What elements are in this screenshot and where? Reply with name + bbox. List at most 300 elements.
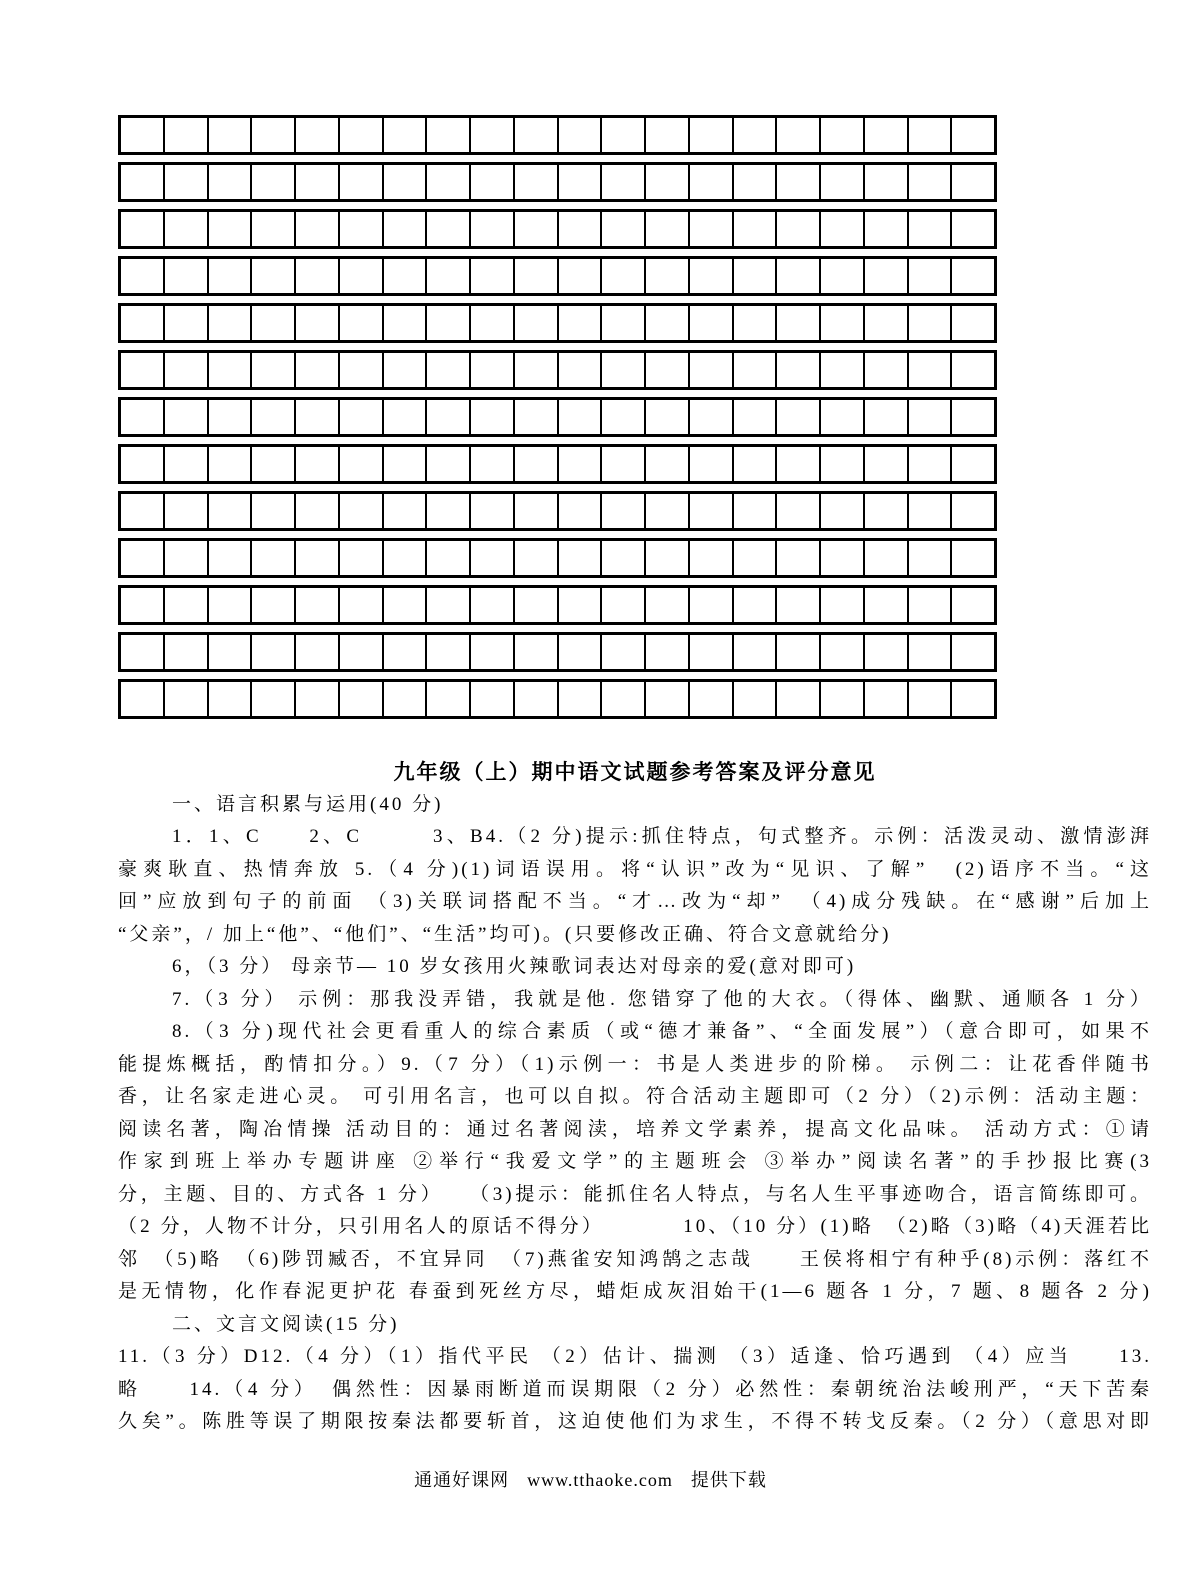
grid-cell [644, 588, 688, 622]
grid-cell [819, 165, 863, 199]
grid-cell [863, 306, 907, 340]
grid-cell [425, 165, 469, 199]
grid-cell [557, 400, 601, 434]
grid-cell [121, 447, 163, 481]
grid-cell [425, 494, 469, 528]
footer-url: www.tthaoke.com [527, 1470, 673, 1490]
grid-cell [600, 212, 644, 246]
grid-cell [163, 682, 207, 716]
grid-cell [732, 541, 776, 575]
grid-cell [121, 259, 163, 293]
grid-cell [469, 259, 513, 293]
answer-text [118, 789, 1152, 1439]
grid-cell [600, 400, 644, 434]
grid-cell [907, 165, 951, 199]
grid-cell [163, 259, 207, 293]
grid-cell [732, 165, 776, 199]
text-line: 略 14.（4 分） 偶然性：因暴雨断道而误期限（2 分）必然性：秦朝统治法峻刑严，“天下苦秦 [118, 1378, 1152, 1400]
grid-cell [950, 306, 994, 340]
grid-cell [557, 353, 601, 387]
grid-cell [950, 259, 994, 293]
grid-cell [557, 165, 601, 199]
grid-cell [163, 588, 207, 622]
grid-cell [907, 588, 951, 622]
grid-cell [775, 259, 819, 293]
grid-cell [294, 682, 338, 716]
grid-cell [382, 447, 426, 481]
grid-cell [775, 165, 819, 199]
grid-cell [513, 635, 557, 669]
grid-cell [469, 306, 513, 340]
grid-cell [207, 400, 251, 434]
grid-cell [382, 400, 426, 434]
grid-cell [557, 447, 601, 481]
grid-cell [382, 588, 426, 622]
grid-cell [688, 306, 732, 340]
grid-cell [338, 118, 382, 152]
grid-cell [557, 682, 601, 716]
grid-cell [557, 259, 601, 293]
grid-cell [163, 353, 207, 387]
grid-cell [644, 306, 688, 340]
grid-cell [121, 682, 163, 716]
grid-row [118, 444, 997, 484]
grid-cell [425, 541, 469, 575]
grid-cell [163, 494, 207, 528]
grid-cell [425, 682, 469, 716]
grid-cell [863, 400, 907, 434]
grid-cell [688, 212, 732, 246]
grid-cell [907, 682, 951, 716]
grid-cell [688, 494, 732, 528]
grid-cell [207, 165, 251, 199]
grid-cell [294, 635, 338, 669]
grid-cell [425, 588, 469, 622]
grid-cell [338, 212, 382, 246]
grid-cell [644, 494, 688, 528]
grid-cell [775, 212, 819, 246]
grid-cell [907, 400, 951, 434]
grid-cell [469, 353, 513, 387]
grid-row [118, 350, 997, 390]
grid-cell [250, 447, 294, 481]
grid-cell [207, 306, 251, 340]
grid-cell [950, 400, 994, 434]
grid-cell [557, 306, 601, 340]
grid-cell [338, 447, 382, 481]
grid-cell [207, 635, 251, 669]
grid-cell [907, 212, 951, 246]
grid-cell [250, 259, 294, 293]
grid-cell [819, 494, 863, 528]
grid-cell [294, 400, 338, 434]
grid-cell [121, 541, 163, 575]
grid-cell [513, 400, 557, 434]
grid-cell [950, 118, 994, 152]
grid-cell [338, 682, 382, 716]
grid-cell [425, 353, 469, 387]
grid-cell [732, 400, 776, 434]
grid-cell [819, 635, 863, 669]
grid-cell [250, 541, 294, 575]
grid-cell [163, 635, 207, 669]
grid-row [118, 679, 997, 719]
grid-cell [250, 494, 294, 528]
footer-note: 提供下载 [690, 1470, 767, 1490]
grid-cell [382, 165, 426, 199]
grid-cell [732, 447, 776, 481]
text-line: 豪爽耿直、热情奔放 5.（4 分)(1)词语误用。将“认识”改为“见识、了解” (2)语序不当。“这 [118, 858, 1152, 880]
grid-cell [250, 682, 294, 716]
grid-cell [600, 306, 644, 340]
grid-cell [907, 541, 951, 575]
grid-cell [207, 259, 251, 293]
grid-cell [644, 541, 688, 575]
grid-cell [863, 118, 907, 152]
grid-cell [338, 494, 382, 528]
grid-cell [644, 635, 688, 669]
grid-cell [425, 259, 469, 293]
grid-row [118, 538, 997, 578]
grid-cell [732, 635, 776, 669]
grid-cell [732, 353, 776, 387]
grid-cell [250, 165, 294, 199]
grid-cell [688, 635, 732, 669]
grid-cell [775, 118, 819, 152]
grid-cell [819, 306, 863, 340]
grid-cell [732, 118, 776, 152]
grid-row [118, 303, 997, 343]
grid-cell [338, 541, 382, 575]
grid-cell [513, 259, 557, 293]
grid-cell [775, 353, 819, 387]
grid-cell [338, 588, 382, 622]
grid-cell [469, 447, 513, 481]
grid-cell [121, 588, 163, 622]
grid-cell [600, 447, 644, 481]
grid-cell [163, 447, 207, 481]
grid-cell [688, 447, 732, 481]
grid-cell [819, 118, 863, 152]
grid-cell [732, 259, 776, 293]
grid-cell [207, 353, 251, 387]
grid-cell [950, 212, 994, 246]
grid-cell [469, 212, 513, 246]
grid-cell [338, 400, 382, 434]
grid-cell [600, 118, 644, 152]
grid-cell [557, 635, 601, 669]
grid-cell [163, 212, 207, 246]
text-line: 1．1、C 2、C 3、B4.（2 分)提示:抓住特点，句式整齐。示例：活泼灵动、激情澎湃 [172, 826, 1152, 847]
grid-cell [775, 306, 819, 340]
grid-cell [950, 494, 994, 528]
grid-cell [863, 588, 907, 622]
grid-cell [382, 541, 426, 575]
grid-cell [294, 353, 338, 387]
grid-cell [382, 494, 426, 528]
grid-cell [688, 400, 732, 434]
grid-cell [775, 635, 819, 669]
composition-grid [118, 115, 997, 726]
grid-cell [600, 353, 644, 387]
grid-cell [732, 588, 776, 622]
grid-cell [513, 212, 557, 246]
text-line: 久矣”。陈胜等误了期限按秦法都要斩首，这迫使他们为求生，不得不转戈反秦。（2 分）（意思对即 [118, 1411, 1152, 1432]
grid-cell [294, 447, 338, 481]
grid-cell [294, 494, 338, 528]
grid-cell [907, 635, 951, 669]
text-line: 一、语言积累与运用(40 分) [172, 793, 444, 815]
grid-cell [207, 212, 251, 246]
grid-cell [121, 635, 163, 669]
grid-cell [732, 212, 776, 246]
grid-cell [250, 212, 294, 246]
grid-cell [732, 306, 776, 340]
grid-row [118, 632, 997, 672]
grid-cell [469, 400, 513, 434]
grid-cell [819, 212, 863, 246]
grid-cell [600, 541, 644, 575]
grid-cell [688, 165, 732, 199]
text-line: “父亲”，/ 加上“他”、“他们”、“生活”均可)。(只要修改正确、符合文意就给分) [118, 923, 892, 945]
grid-cell [425, 400, 469, 434]
grid-cell [600, 165, 644, 199]
text-line: 7.（3 分） 示例：那我没弄错，我就是他. 您错穿了他的大衣。（得体、幽默、通顺各 1 分） [172, 988, 1152, 1010]
grid-cell [425, 447, 469, 481]
grid-cell [600, 494, 644, 528]
grid-cell [513, 306, 557, 340]
text-line: 邻 （5)略 （6)陟罚臧否，不宜异同 （7)燕雀安知鸿鹄之志哉 王侯将相宁有种乎(8)示例：落红不 [118, 1248, 1152, 1270]
grid-cell [907, 353, 951, 387]
grid-cell [644, 353, 688, 387]
grid-cell [207, 541, 251, 575]
grid-cell [207, 118, 251, 152]
grid-cell [294, 165, 338, 199]
text-line: 能提炼概括，酌情扣分。）9.（7 分）（1)示例一：书是人类进步的阶梯。 示例二：让花香伴随书 [118, 1053, 1152, 1075]
grid-cell [688, 353, 732, 387]
footer-site-name: 通通好课网 [414, 1470, 510, 1490]
grid-cell [688, 588, 732, 622]
grid-cell [469, 494, 513, 528]
grid-cell [294, 306, 338, 340]
grid-cell [950, 682, 994, 716]
grid-row [118, 209, 997, 249]
grid-cell [338, 259, 382, 293]
grid-cell [950, 541, 994, 575]
grid-cell [950, 165, 994, 199]
grid-cell [907, 447, 951, 481]
grid-cell [382, 306, 426, 340]
grid-cell [338, 635, 382, 669]
grid-cell [163, 165, 207, 199]
grid-cell [469, 635, 513, 669]
grid-cell [688, 541, 732, 575]
grid-cell [294, 588, 338, 622]
grid-cell [294, 212, 338, 246]
page-title: 九年级（上）期中语文试题参考答案及评分意见 [393, 760, 877, 784]
grid-cell [557, 541, 601, 575]
grid-cell [688, 118, 732, 152]
grid-cell [250, 306, 294, 340]
grid-cell [644, 259, 688, 293]
grid-cell [863, 212, 907, 246]
grid-cell [819, 541, 863, 575]
grid-cell [863, 635, 907, 669]
grid-cell [557, 212, 601, 246]
grid-cell [163, 400, 207, 434]
grid-row [118, 162, 997, 202]
grid-cell [863, 259, 907, 293]
grid-cell [207, 588, 251, 622]
grid-cell [775, 447, 819, 481]
grid-cell [644, 212, 688, 246]
grid-cell [950, 447, 994, 481]
grid-cell [163, 118, 207, 152]
grid-cell [557, 588, 601, 622]
grid-cell [513, 682, 557, 716]
grid-row [118, 256, 997, 296]
grid-cell [469, 541, 513, 575]
grid-cell [907, 306, 951, 340]
grid-cell [382, 118, 426, 152]
grid-cell [469, 118, 513, 152]
grid-cell [907, 494, 951, 528]
grid-cell [338, 306, 382, 340]
grid-cell [950, 588, 994, 622]
grid-cell [600, 588, 644, 622]
grid-cell [121, 165, 163, 199]
grid-cell [513, 494, 557, 528]
grid-cell [382, 682, 426, 716]
grid-cell [775, 400, 819, 434]
text-line: 6，（3 分） 母亲节— 10 岁女孩用火辣歌词表达对母亲的爱(意对即可) [172, 956, 857, 977]
grid-cell [732, 494, 776, 528]
grid-cell [513, 447, 557, 481]
grid-cell [121, 353, 163, 387]
grid-cell [950, 353, 994, 387]
grid-cell [775, 541, 819, 575]
grid-cell [250, 400, 294, 434]
grid-cell [250, 118, 294, 152]
grid-cell [819, 259, 863, 293]
grid-cell [644, 400, 688, 434]
answer-section [118, 756, 1152, 1439]
grid-cell [863, 541, 907, 575]
grid-cell [513, 588, 557, 622]
grid-cell [382, 259, 426, 293]
grid-cell [513, 353, 557, 387]
grid-cell [863, 494, 907, 528]
grid-cell [469, 682, 513, 716]
grid-cell [819, 682, 863, 716]
grid-cell [382, 353, 426, 387]
grid-cell [644, 165, 688, 199]
grid-cell [425, 306, 469, 340]
grid-cell [600, 635, 644, 669]
grid-cell [121, 118, 163, 152]
grid-cell [294, 541, 338, 575]
text-line: 是无情物，化作春泥更护花 春蚕到死丝方尽，蜡炬成灰泪始干(1—6 题各 1 分，7 题、8 题各 2 分) [118, 1281, 1152, 1302]
text-line: 阅读名著，陶冶情操 活动目的：通过名著阅渎，培养文学素养，提高文化品味。 活动方式：①请 [118, 1118, 1152, 1140]
grid-cell [469, 165, 513, 199]
grid-cell [294, 259, 338, 293]
text-line: 11.（3 分）D12.（4 分）（1）指代平民 （2）估计、揣测 （3）适逢、恰巧遇到 （4）应当 13. [118, 1346, 1152, 1367]
grid-cell [863, 165, 907, 199]
grid-cell [863, 447, 907, 481]
grid-cell [775, 494, 819, 528]
grid-cell [121, 494, 163, 528]
grid-cell [207, 494, 251, 528]
grid-cell [644, 118, 688, 152]
text-line: 回”应放到句子的前面 （3)关联词搭配不当。“才…改为“却” （4)成分残缺。在“感谢”后加上 [118, 891, 1152, 912]
grid-cell [819, 353, 863, 387]
grid-cell [338, 353, 382, 387]
grid-cell [207, 682, 251, 716]
grid-row [118, 585, 997, 625]
grid-cell [513, 165, 557, 199]
grid-cell [863, 353, 907, 387]
grid-cell [819, 588, 863, 622]
text-line: （2 分，人物不计分，只引用名人的原话不得分） 10、（10 分）(1)略 （2)略（3)略（4)天涯若比 [118, 1216, 1152, 1237]
grid-row [118, 491, 997, 531]
grid-cell [819, 400, 863, 434]
grid-cell [644, 447, 688, 481]
grid-cell [819, 447, 863, 481]
text-line: 分，主题、目的、方式各 1 分） （3)提示：能抓住名人特点，与名人生平事迹吻合，语言简练即可。 [118, 1183, 1152, 1205]
grid-cell [163, 306, 207, 340]
grid-cell [425, 635, 469, 669]
grid-cell [600, 259, 644, 293]
grid-cell [688, 259, 732, 293]
grid-cell [382, 212, 426, 246]
grid-cell [469, 588, 513, 622]
grid-cell [863, 682, 907, 716]
grid-cell [121, 400, 163, 434]
grid-cell [250, 588, 294, 622]
footer [0, 1466, 1181, 1492]
grid-cell [775, 682, 819, 716]
text-line: 作家到班上举办专题讲座 ②举行“我爱文学”的主题班会 ③举办”阅读名著”的手抄报比赛(3 [118, 1151, 1152, 1172]
grid-cell [121, 212, 163, 246]
grid-cell [732, 682, 776, 716]
grid-cell [163, 541, 207, 575]
grid-cell [382, 635, 426, 669]
grid-cell [207, 447, 251, 481]
grid-cell [557, 494, 601, 528]
grid-cell [425, 212, 469, 246]
grid-row [118, 397, 997, 437]
grid-cell [513, 541, 557, 575]
grid-cell [600, 682, 644, 716]
grid-cell [557, 118, 601, 152]
grid-cell [294, 118, 338, 152]
grid-cell [250, 635, 294, 669]
grid-cell [775, 588, 819, 622]
grid-cell [425, 118, 469, 152]
grid-cell [907, 118, 951, 152]
grid-row [118, 115, 997, 155]
grid-cell [250, 353, 294, 387]
grid-cell [644, 682, 688, 716]
grid-cell [121, 306, 163, 340]
grid-cell [907, 259, 951, 293]
text-line: 香，让名家走进心灵。 可引用名言，也可以自拟。符合活动主题即可（2 分）（2)示例：活动主题： [118, 1086, 1152, 1107]
text-line: 8.（3 分)现代社会更看重人的综合素质（或“德才兼备”、“全面发展”）（意合即可，如果不 [172, 1021, 1152, 1042]
text-line: 二、文言文阅读(15 分) [172, 1313, 400, 1335]
grid-cell [513, 118, 557, 152]
grid-cell [688, 682, 732, 716]
grid-cell [338, 165, 382, 199]
